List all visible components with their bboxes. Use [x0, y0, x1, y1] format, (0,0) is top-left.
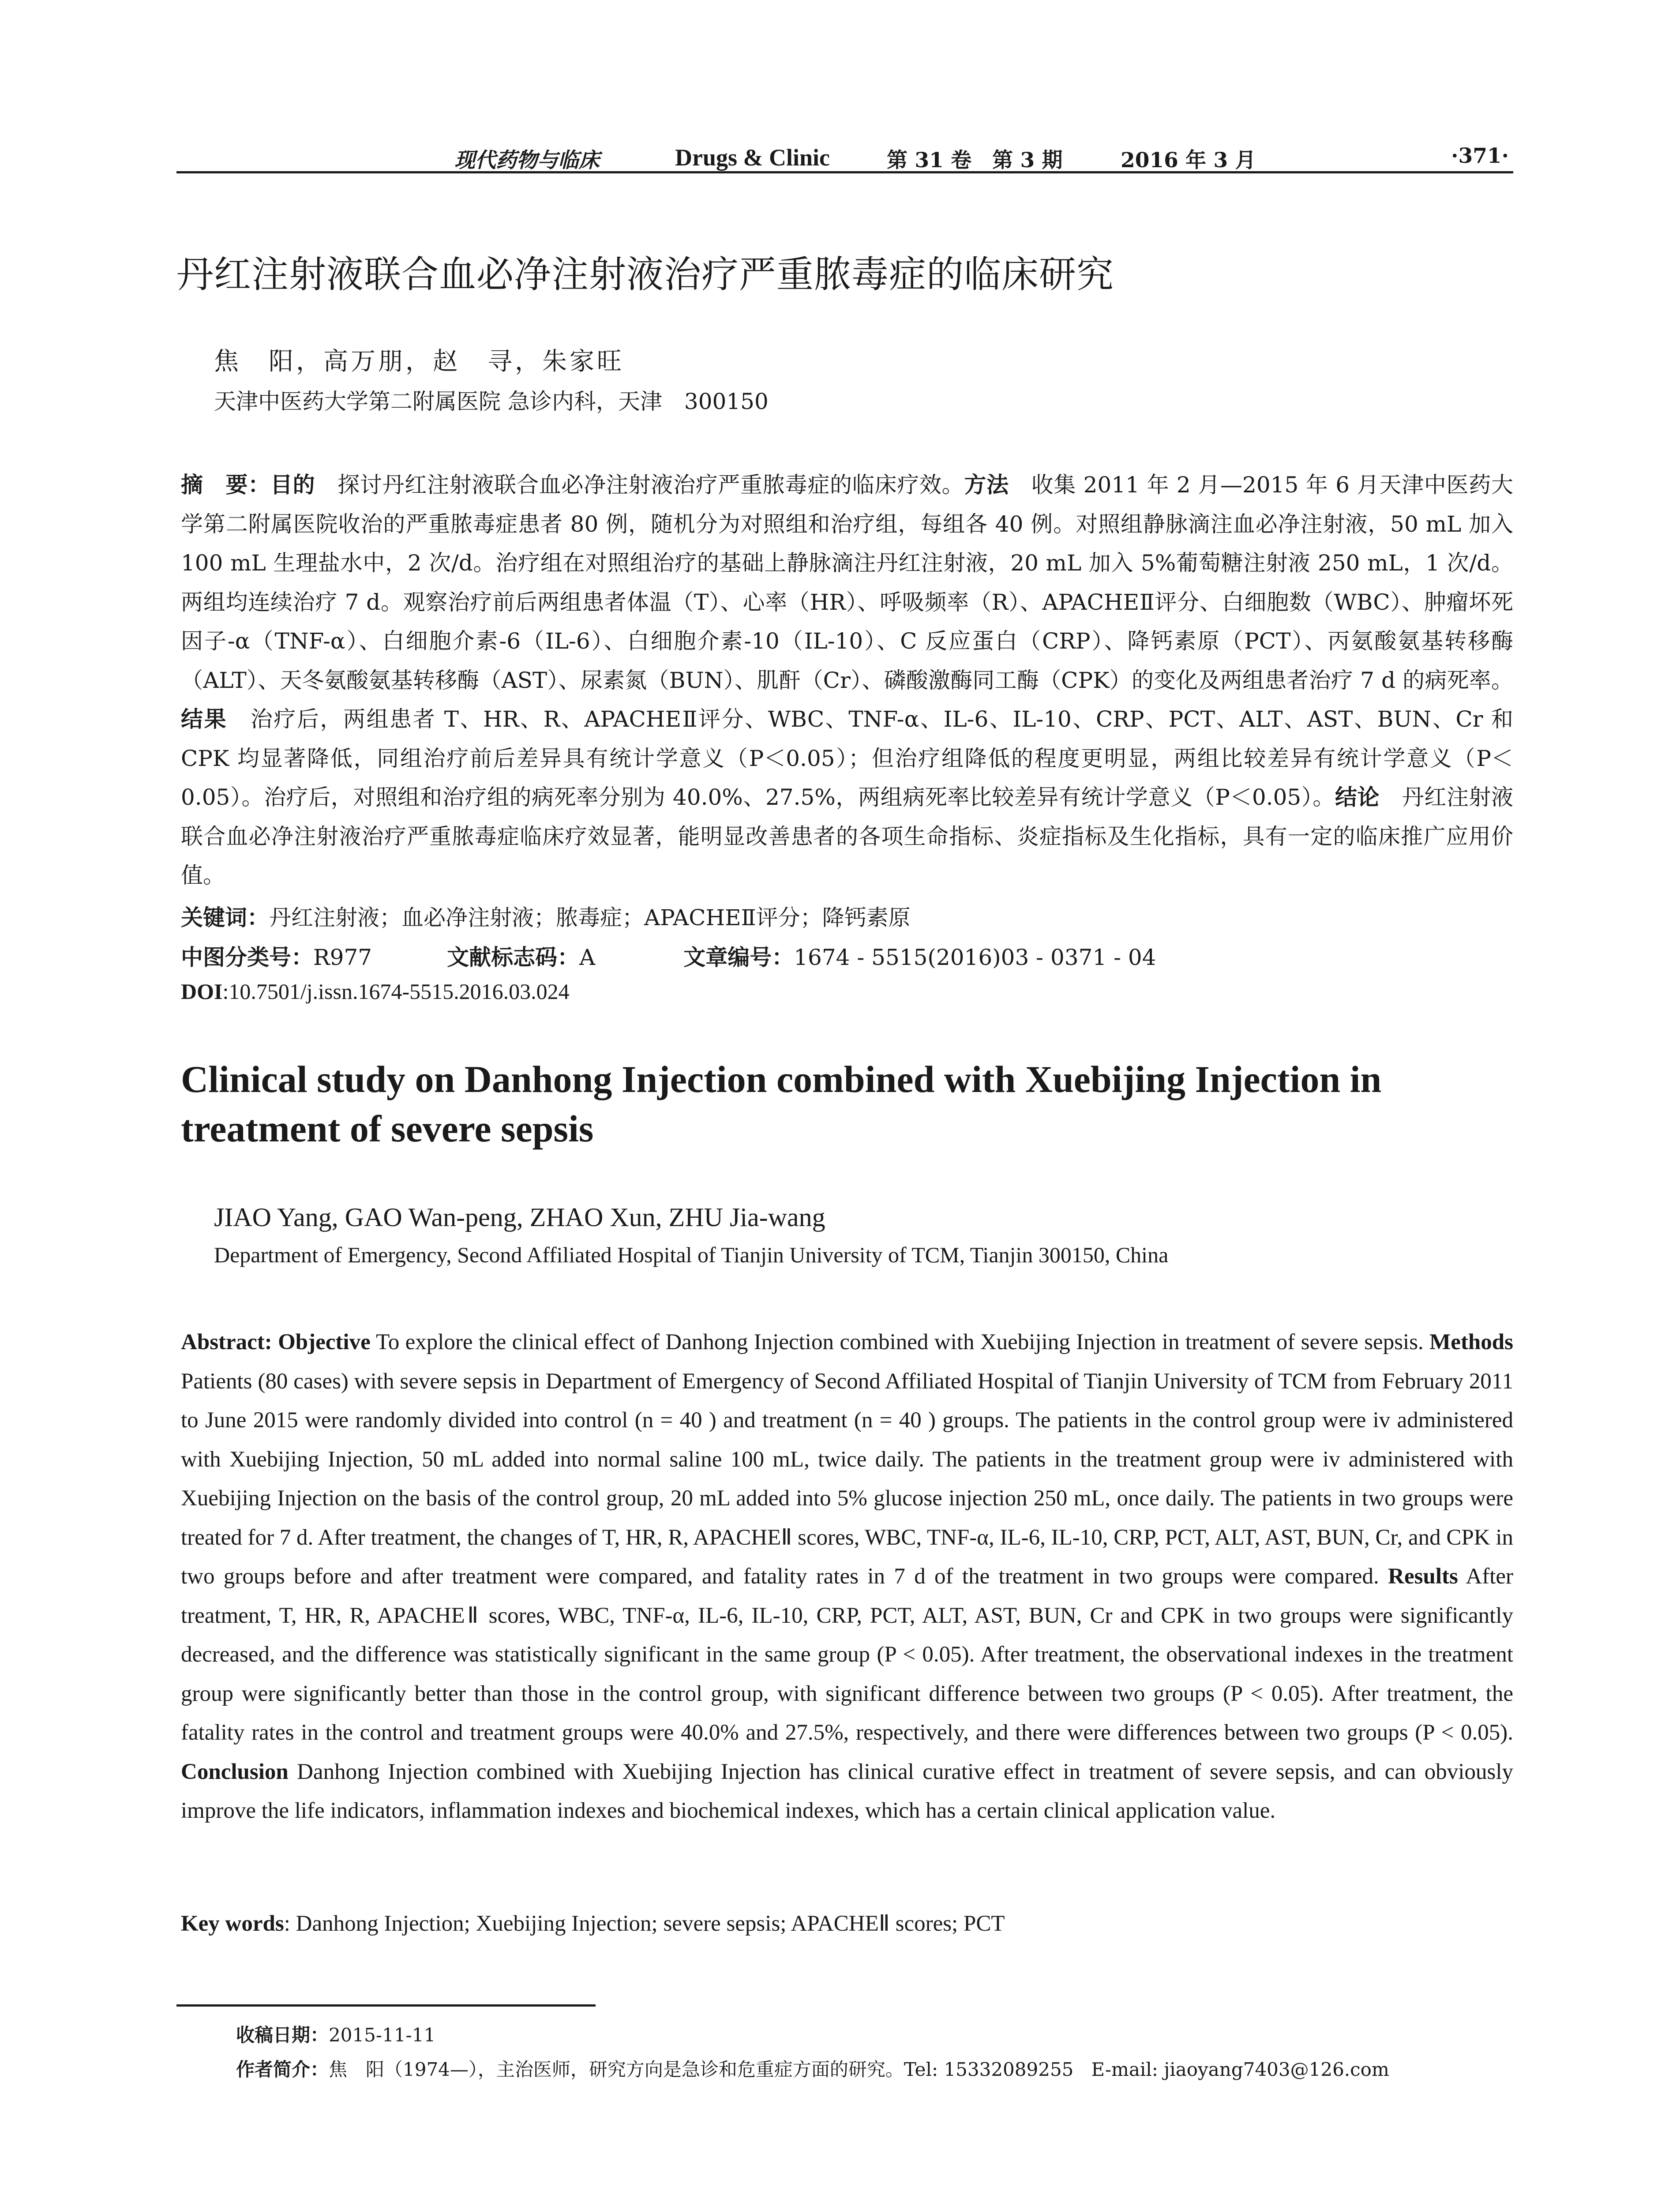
methods-label: 方法 — [964, 472, 1009, 498]
en-results-label: Results — [1388, 1564, 1458, 1589]
volume-issue: 第 31 卷 第 3 期 — [887, 148, 1063, 173]
chinese-keywords — [181, 900, 1513, 932]
page-number: ·371· — [1451, 144, 1509, 168]
conclusion-text: 丹红注射液联合血必净注射液治疗严重脓毒症临床疗效显著，能明显改善患者的各项生命指标、炎症指标及生化指标，具有一定的临床推广应用价值。 — [181, 784, 1514, 888]
english-title: Clinical study on Danhong Injection combined with Xuebijing Injection in treatment of severe sepsis — [181, 1058, 1382, 1150]
running-header — [176, 139, 1513, 173]
en-keywords-text: : Danhong Injection; Xuebijing Injection; severe sepsis; APACHEⅡ scores; PCT — [284, 1911, 1005, 1936]
doc-code-value: A — [579, 945, 596, 970]
chinese-authors: 焦 阳，高万朋，赵 寻，朱家旺 — [214, 347, 624, 376]
english-authors: JIAO Yang, GAO Wan-peng, ZHAO Xun, ZHU Jia-wang — [214, 1203, 825, 1232]
english-abstract — [181, 1323, 1513, 1831]
keywords-text: 丹红注射液；血必净注射液；脓毒症；APACHEⅡ评分；降钙素原 — [269, 905, 911, 930]
en-abstract-label: Abstract: Objective — [181, 1330, 371, 1354]
doi-line — [181, 979, 1513, 1004]
received-value: 2015-11-11 — [329, 2024, 436, 2046]
author-bio — [236, 2055, 1389, 2082]
clc-value: R977 — [313, 945, 372, 970]
author-email: E-mail: jiaoyang7403@126.com — [1091, 2059, 1389, 2080]
english-affiliation: Department of Emergency, Second Affiliated Hospital of Tianjin University of TCM, Tianjin 300150, China — [214, 1242, 1169, 1267]
chinese-title: 丹红注射液联合血必净注射液治疗严重脓毒症的临床研究 — [176, 253, 1114, 296]
classification-line — [181, 940, 1513, 972]
article-no-value: 1674 - 5515(2016)03 - 0371 - 04 — [794, 945, 1156, 970]
doi-value: :10.7501/j.issn.1674-5515.2016.03.024 — [222, 979, 570, 1004]
author-bio-label: 作者简介： — [236, 2059, 329, 2080]
en-results-text: After treatment, T, HR, R, APACHEⅡ scores, WBC, TNF-α, IL-6, IL-10, CRP, PCT, ALT, AST, BUN, Cr and CPK in two groups were significantly decreased, and the difference was statistically significant in the same group (P < 0.05). After treatment, the observational indexes in the treatment group were significantly better than those in the control group, with significant difference between two groups (P < 0.05). After treatment, the fatality rates in the control and treatment groups were 40.0% and 27.5%, respectively, and there were differences between two groups (P < 0.05). — [181, 1564, 1513, 1745]
author-bio-text: 焦 阳（1974—），主治医师，研究方向是急诊和危重症方面的研究。Tel: 15332089255 — [329, 2059, 1074, 2080]
article-no-label: 文章编号： — [683, 945, 794, 970]
objective-text: 探讨丹红注射液联合血必净注射液治疗严重脓毒症的临床疗效。 — [315, 472, 964, 498]
en-conclusion-label: Conclusion — [181, 1759, 289, 1784]
doc-code-label: 文献标志码： — [447, 945, 580, 970]
methods-text: 收集 2011 年 2 月—2015 年 6 月天津中医药大学第二附属医院收治的严重脓毒症患者 80 例，随机分为对照组和治疗组，每组各 40 例。对照组静脉滴注血必净注射液，50 mL 加入 100 mL 生理盐水中，2 次/d。治疗组在对照组治疗的基础上静脉滴注丹红注射液，20 mL 加入 5%葡萄糖注射液 250 mL，1 次/d。两组均连续治疗 7 d。观察治疗前后两组患者体温（T）、心率（HR）、呼吸频率（R）、APACHEⅡ评分、白细胞数（WBC）、肿瘤坏死因子-α（TNF-α）、白细胞介素-6（IL-6）、白细胞介素-10（IL-10）、C 反应蛋白（CRP）、降钙素原（PCT）、丙氨酸氨基转移酶（ALT）、天冬氨酸氨基转移酶（AST）、尿素氮（BUN）、肌酐（Cr）、磷酸激酶同工酶（CPK）的变化及两组患者治疗 7 d 的病死率。 — [181, 472, 1514, 693]
doi-label: DOI — [181, 979, 223, 1004]
chinese-affiliation: 天津中医药大学第二附属医院 急诊内科，天津 300150 — [214, 389, 769, 414]
objective-label: 目的 — [270, 472, 315, 498]
issue-date: 2016 年 3 月 — [1121, 148, 1256, 173]
abstract-label: 摘 要： — [181, 472, 270, 498]
results-text: 治疗后，两组患者 T、HR、R、APACHEⅡ评分、WBC、TNF-α、IL-6、IL-10、CRP、PCT、ALT、AST、BUN、Cr 和 CPK 均显著降低，同组治疗前后差异具有统计学意义（P＜0.05）；但治疗组降低的程度更明显，两组比较差异有统计学意义（P＜0.05）。治疗后，对照组和治疗组的病死率分别为 40.0%、27.5%，两组病死率比较差异有统计学意义（P＜0.05）。 — [181, 706, 1514, 810]
en-methods-text: Patients (80 cases) with severe sepsis in Department of Emergency of Second Affiliated Hospital of Tianjin University of TCM from February 2011 to June 2015 were randomly divided into control (n = 40 ) and treatment (n = 40 ) groups. The patients in the control group were iv administered with Xuebijing Injection, 50 mL added into normal saline 100 mL, twice daily. The patients in the treatment group were iv administered with Xuebijing Injection on the basis of the control group, 20 mL added into 5% glucose injection 250 mL, once daily. The patients in two groups were treated for 7 d. After treatment, the changes of T, HR, R, APACHEⅡ scores, WBC, TNF-α, IL-6, IL-10, CRP, PCT, ALT, AST, BUN, Cr, and CPK in two groups before and after treatment were compared, and fatality rates in 7 d of the treatment in two groups were compared. — [181, 1369, 1513, 1589]
footnote-divider — [176, 2004, 596, 2007]
journal-name-en: Drugs & Clinic — [675, 144, 830, 171]
chinese-abstract — [181, 465, 1513, 895]
results-label: 结果 — [181, 706, 228, 732]
received-label: 收稿日期： — [236, 2024, 329, 2046]
keywords-label: 关键词： — [181, 905, 269, 930]
clc-label: 中图分类号： — [181, 945, 313, 970]
received-date — [236, 2021, 435, 2047]
en-conclusion-text: Danhong Injection combined with Xuebijing Injection has clinical curative effect in treatment of severe sepsis, and can obviously improve the life indicators, inflammation indexes and biochemical indexes, which has a certain clinical application value. — [181, 1759, 1513, 1823]
conclusion-label: 结论 — [1335, 784, 1380, 810]
journal-name-cn: 现代药物与临床 — [454, 148, 600, 173]
en-keywords-label: Key words — [181, 1911, 284, 1936]
english-keywords — [181, 1910, 1005, 1936]
en-objective-text: To explore the clinical effect of Danhong Injection combined with Xuebijing Injection in treatment of severe sepsis. — [370, 1330, 1430, 1354]
en-methods-label: Methods — [1429, 1330, 1514, 1354]
